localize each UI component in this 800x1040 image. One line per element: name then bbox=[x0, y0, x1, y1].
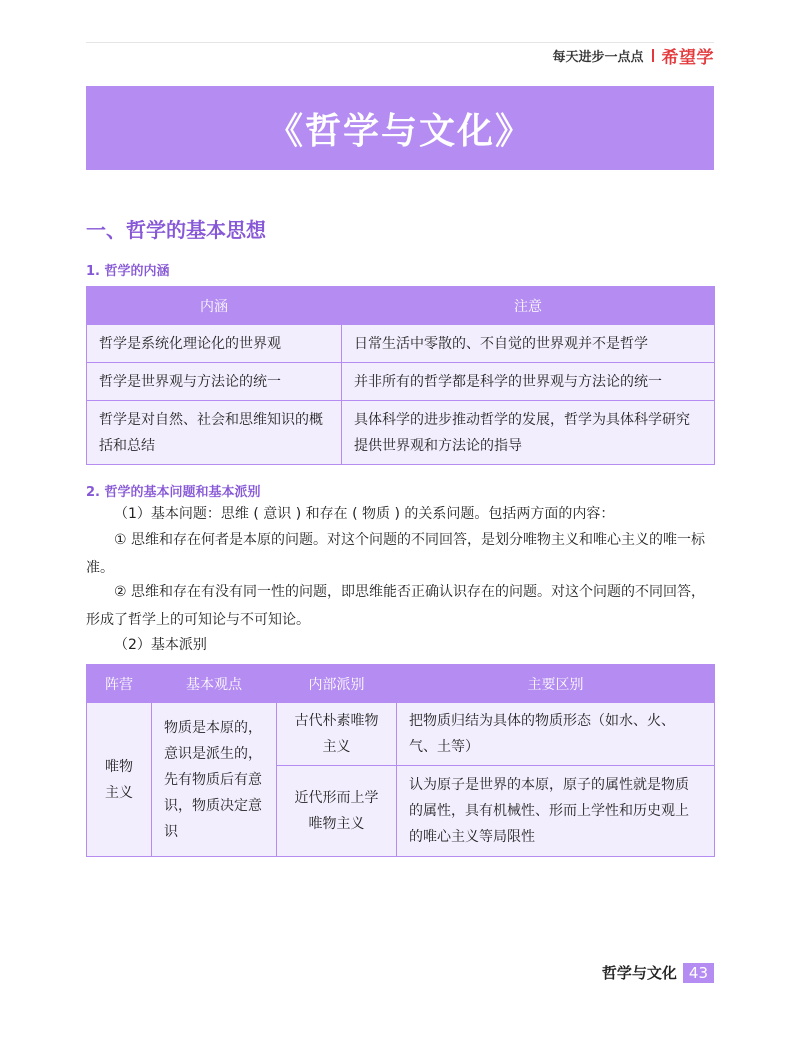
table-cell: 哲学是世界观与方法论的统一 bbox=[87, 363, 342, 401]
school-cell: 古代朴素唯物主义 bbox=[277, 703, 397, 766]
brand-logo: 希望学 bbox=[661, 47, 714, 68]
column-header: 基本观点 bbox=[152, 665, 277, 703]
table-cell: 日常生活中零散的、不自觉的世界观并不是哲学 bbox=[342, 325, 715, 363]
column-header: 注意 bbox=[342, 287, 715, 325]
camp-cell: 唯物主义 bbox=[87, 703, 152, 857]
subsection-heading-1: 1. 哲学的内涵 bbox=[86, 264, 170, 279]
schools-table bbox=[86, 664, 715, 857]
view-cell: 物质是本原的，意识是派生的，先有物质后有意识，物质决定意识 bbox=[152, 703, 277, 857]
table-header-row bbox=[87, 287, 715, 325]
difference-cell: 把物质归结为具体的物质形态（如水、火、气、土等） bbox=[397, 703, 715, 766]
difference-cell: 认为原子是世界的本原，原子的属性就是物质的属性，具有机械性、形而上学性和历史观上的唯心主义等局限性 bbox=[397, 766, 715, 857]
paragraph-basic-question: （1）基本问题：思维 ( 意识 ) 和存在 ( 物质 ) 的关系问题。包括两方面的内容： bbox=[114, 506, 615, 522]
table-cell: 具体科学的进步推动哲学的发展，哲学为具体科学研究提供世界观和方法论的指导 bbox=[342, 401, 715, 465]
column-header: 阵营 bbox=[87, 665, 152, 703]
footer-title: 哲学与文化 bbox=[601, 964, 677, 982]
subsection-heading-2: 2. 哲学的基本问题和基本派别 bbox=[86, 485, 261, 500]
school-cell: 近代形而上学唯物主义 bbox=[277, 766, 397, 857]
column-header: 内涵 bbox=[87, 287, 342, 325]
table-row bbox=[87, 703, 715, 766]
column-header: 主要区别 bbox=[397, 665, 715, 703]
header-slogan: 每天进步一点点 bbox=[552, 49, 644, 65]
paragraph-point-2: ② 思维和存在有没有同一性的问题，即思维能否正确认识存在的问题。对这个问题的不同回答，形成了哲学上的可知论与不可知论。 bbox=[86, 584, 705, 628]
table-cell: 哲学是系统化理论化的世界观 bbox=[87, 325, 342, 363]
table-cell: 并非所有的哲学都是科学的世界观与方法论的统一 bbox=[342, 363, 715, 401]
paragraph-basic-schools: （2）基本派别 bbox=[114, 637, 207, 653]
page-title: 《哲学与文化》 bbox=[266, 110, 533, 152]
header-divider bbox=[86, 42, 714, 43]
title-banner bbox=[86, 86, 714, 170]
section-heading: 一、哲学的基本思想 bbox=[86, 218, 266, 242]
table-header-row bbox=[87, 665, 715, 703]
table-row bbox=[87, 325, 715, 363]
connotation-table bbox=[86, 286, 715, 465]
header-separator bbox=[652, 49, 654, 62]
page-footer bbox=[602, 962, 714, 983]
table-row bbox=[87, 401, 715, 465]
table-row bbox=[87, 363, 715, 401]
page-number: 43 bbox=[683, 963, 714, 983]
column-header: 内部派别 bbox=[277, 665, 397, 703]
header-brand bbox=[552, 44, 714, 66]
table-cell: 哲学是对自然、社会和思维知识的概括和总结 bbox=[87, 401, 342, 465]
paragraph-point-1: ① 思维和存在何者是本原的问题。对这个问题的不同回答，是划分唯物主义和唯心主义的唯一标准。 bbox=[86, 532, 705, 576]
